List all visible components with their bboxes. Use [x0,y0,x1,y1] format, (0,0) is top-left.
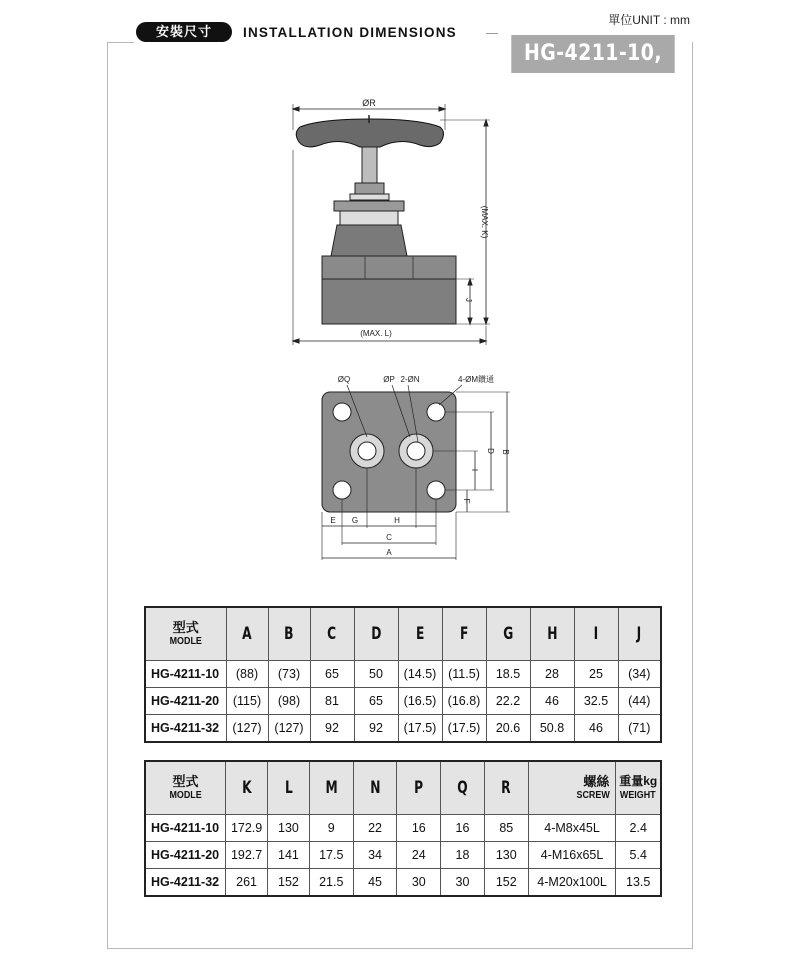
cell: 20.6 [486,715,530,743]
cell: (73) [268,661,310,688]
table-row [145,815,661,842]
col-header: J [636,624,642,644]
cell: 21.5 [309,869,353,897]
screw-header-en: SCREW [576,789,610,801]
cell: (14.5) [398,661,442,688]
cell: 65 [310,661,354,688]
col-header: R [501,778,511,798]
cell: (16.5) [398,688,442,715]
model-banner: HG-4211-10, 20. 32 [511,35,674,73]
table1-col-J [618,607,661,661]
col-header: A [242,624,252,644]
cell: 141 [268,842,310,869]
cell: 152 [268,869,310,897]
col-header: M [325,778,338,798]
label-J: J [464,298,473,302]
model-header-en: MODLE [169,789,202,801]
cell: 65 [354,688,398,715]
col-header: L [284,778,293,798]
title-zh-pill: 安裝尺寸 [136,22,232,42]
table2-col-R [484,761,528,815]
row-model: HG-4211-10 [145,815,226,842]
valve-side-view [293,104,490,345]
col-header: K [241,778,252,798]
cell: 92 [310,715,354,743]
cell: (16.8) [442,688,486,715]
cell: 152 [484,869,528,897]
cell: 261 [226,869,268,897]
table2-col-screw [528,761,616,815]
table1-col-H [530,607,574,661]
table-row [145,715,661,743]
row-model: HG-4211-20 [145,842,226,869]
cell: 4-M20x100L [528,869,616,897]
dimensions-table-2 [144,760,662,897]
cell: (11.5) [442,661,486,688]
dimensions-table-1 [144,606,662,743]
weight-header-en: WEIGHT [620,789,657,801]
cell: 18 [441,842,485,869]
label-D: D [486,448,495,454]
row-model: HG-4211-32 [145,715,226,743]
cell: 22 [353,815,397,842]
cell: 28 [530,661,574,688]
table2-header-row [145,761,661,815]
label-H: H [394,516,400,525]
cell: 30 [397,869,441,897]
cell: 81 [310,688,354,715]
cell: (17.5) [398,715,442,743]
cell: (17.5) [442,715,486,743]
table1-col-G [486,607,530,661]
table2-model-header [145,761,226,815]
cell: 50 [354,661,398,688]
model-header-zh: 型式 [172,620,199,635]
table-row [145,688,661,715]
cell: 18.5 [486,661,530,688]
col-header: G [502,624,514,644]
cell: 46 [574,715,618,743]
label-N: 2-ØN [400,375,420,384]
row-model: HG-4211-10 [145,661,226,688]
cell: 46 [530,688,574,715]
cell: (71) [618,715,661,743]
col-header: Q [457,778,468,798]
label-A: A [386,548,392,557]
col-header: D [370,624,382,644]
label-L: (MAX. L) [360,329,392,338]
col-header: C [327,624,337,644]
cell: 92 [354,715,398,743]
table2-col-N [353,761,397,815]
col-header: I [593,624,599,644]
col-header: H [546,624,558,644]
cell: (44) [618,688,661,715]
row-model: HG-4211-32 [145,869,226,897]
table2-col-Q [441,761,485,815]
label-K: (MAX. K) [480,205,489,239]
table1-col-A [226,607,268,661]
cell: 172.9 [226,815,268,842]
cell: (98) [268,688,310,715]
label-G: G [351,516,359,525]
cell: (127) [226,715,268,743]
weight-header-zh: 重量kg [619,774,658,788]
cell: 130 [268,815,310,842]
cell: 5.4 [616,842,661,869]
cell: (34) [618,661,661,688]
label-P: ØP [383,375,395,384]
label-C: C [386,533,392,542]
col-header: N [369,778,381,798]
cell: (115) [226,688,268,715]
table-row [145,842,661,869]
table1-col-F [442,607,486,661]
label-F: F [462,498,471,504]
cell: 17.5 [309,842,353,869]
label-B: B [501,449,510,455]
table2-col-M [309,761,353,815]
label-I: I [470,468,479,472]
table1-model-header [145,607,226,661]
table2-col-L [268,761,310,815]
table1-col-C [310,607,354,661]
cell: 16 [441,815,485,842]
cell: 2.4 [616,815,661,842]
col-header: B [284,624,294,644]
cell: 192.7 [226,842,268,869]
label-M: 4-ØM鑽通 [458,375,494,384]
cell: (88) [226,661,268,688]
cell: 30 [441,869,485,897]
cell: 4-M16x65L [528,842,616,869]
valve-bottom-view [322,385,510,560]
label-E: E [330,516,336,525]
label-R: ØR [362,98,376,108]
row-model: HG-4211-20 [145,688,226,715]
cell: 16 [397,815,441,842]
cell: 9 [309,815,353,842]
table1-header-row [145,607,661,661]
cell: 34 [353,842,397,869]
table1-col-E [398,607,442,661]
cell: 50.8 [530,715,574,743]
table2-col-K [226,761,268,815]
title-en: INSTALLATION DIMENSIONS [243,25,457,40]
cell: 85 [484,815,528,842]
table1-col-D [354,607,398,661]
screw-header-zh: 螺絲 [583,774,610,789]
cell: 4-M8x45L [528,815,616,842]
table1-col-I [574,607,618,661]
table-row [145,869,661,897]
col-header: F [459,624,469,644]
cell: (127) [268,715,310,743]
model-header-zh: 型式 [172,774,199,789]
model-header-en: MODLE [169,635,202,647]
cell: 45 [353,869,397,897]
cell: 13.5 [616,869,661,897]
table-row [145,661,661,688]
table2-col-weight [616,761,661,815]
unit-label: 單位UNIT : mm [608,13,690,27]
label-Q: ØQ [337,375,351,384]
cell: 25 [574,661,618,688]
col-header: E [415,624,425,644]
cell: 22.2 [486,688,530,715]
table2-col-P [397,761,441,815]
cell: 130 [484,842,528,869]
col-header: P [414,778,424,798]
cell: 32.5 [574,688,618,715]
table1-col-B [268,607,310,661]
cell: 24 [397,842,441,869]
